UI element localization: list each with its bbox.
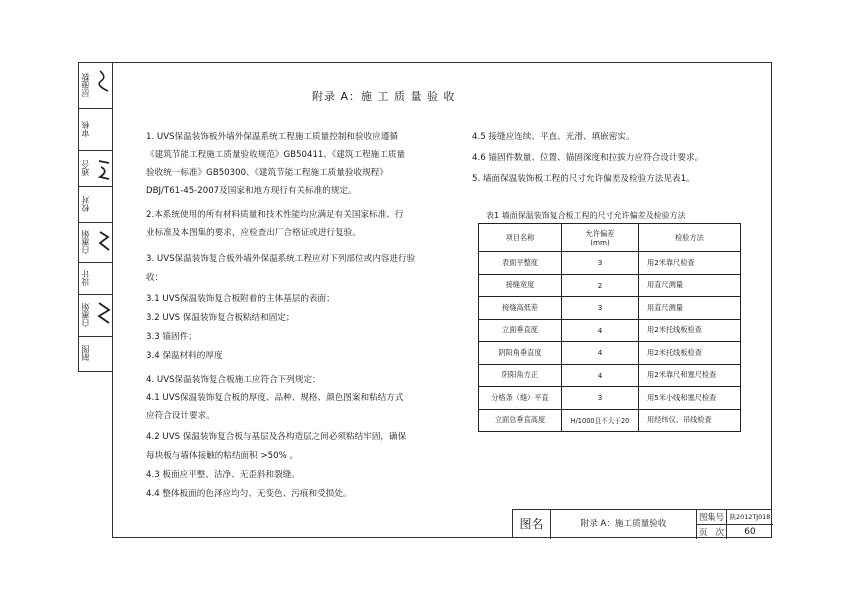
table-row bbox=[479, 387, 741, 410]
table-row bbox=[479, 274, 741, 297]
sidebar-label: 通合 bbox=[81, 160, 90, 176]
table-row bbox=[479, 297, 741, 320]
table-cell: 用经纬仪、吊线检查 bbox=[639, 409, 741, 432]
title-block-atlas-label: 图集号 bbox=[697, 510, 726, 525]
signature-mark bbox=[97, 229, 111, 253]
title-block-label-column bbox=[697, 510, 727, 539]
table-cell: H/1000且不大于20 bbox=[562, 409, 639, 432]
paragraph-line: 4.2 UVS 保温装饰复合板与基层及各构造层之间必须粘结牢固，确保 bbox=[146, 432, 407, 442]
table-row bbox=[479, 364, 741, 387]
paragraph-line: 应符合设计要求。 bbox=[146, 411, 215, 421]
table-cell: 用2米托线板检查 bbox=[639, 342, 741, 365]
paragraph-line: 1. UVS保温装饰板外墙外保温系统工程施工质量控制和验收应遵循 bbox=[146, 132, 398, 142]
tolerance-table bbox=[478, 223, 741, 432]
table-header-row bbox=[479, 224, 741, 252]
title-block-name-label: 图名 bbox=[513, 510, 551, 539]
table-header: 检验方法 bbox=[639, 224, 741, 252]
table-row bbox=[479, 342, 741, 365]
table-cell: 分格条（缝）平直 bbox=[479, 387, 562, 410]
paragraph-line: 4. UVS保温装饰复合板施工应符合下列规定： bbox=[146, 375, 321, 385]
sidebar-label: 层施数 bbox=[81, 73, 90, 97]
table-cell: 接缝宽度 bbox=[479, 274, 562, 297]
sidebar-cell-8 bbox=[79, 337, 113, 371]
table-cell: 用5米小线和塞尺检查 bbox=[639, 387, 741, 410]
signature-mark bbox=[97, 157, 111, 181]
sidebar-label: 制图 bbox=[81, 345, 90, 361]
paragraph-line: 4.6 锚固件数量、位置、锚固深度和拉拔力应符合设计要求。 bbox=[472, 153, 704, 163]
table-header: 项目名称 bbox=[479, 224, 562, 252]
table-cell: 4 bbox=[562, 364, 639, 387]
paragraph-line: 业标准及本图集的要求，应检查出厂合格证或进行复验。 bbox=[146, 228, 361, 238]
table-row bbox=[479, 252, 741, 275]
paragraph-line: 3.1 UVS保温装饰复合板附着的主体基层的表面； bbox=[146, 294, 335, 304]
paragraph-line: 4.3 板面应平整、洁净、无歪斜和裂缝。 bbox=[146, 470, 300, 480]
sidebar-cell-2 bbox=[79, 109, 113, 151]
paragraph-line: 5. 墙面保温装饰板工程的尺寸允许偏差及检验方法见表1。 bbox=[472, 174, 695, 184]
paragraph-line: 3. UVS保温装饰复合板外墙外保温系统工程应对下列部位或内容进行验 bbox=[146, 254, 416, 264]
sidebar-cell-1 bbox=[79, 63, 113, 109]
sidebar-cell-3 bbox=[79, 151, 113, 187]
table-cell: 2 bbox=[562, 274, 639, 297]
title-block bbox=[512, 509, 772, 538]
title-block-page-label: 页 次 bbox=[698, 527, 725, 537]
table-row bbox=[479, 319, 741, 342]
table-cell: 立面垂直度 bbox=[479, 319, 562, 342]
table-cell: 3 bbox=[562, 252, 639, 275]
table-cell: 用2米靠尺和塞尺检查 bbox=[639, 364, 741, 387]
table-cell: 4 bbox=[562, 319, 639, 342]
table-cell: 阴阳角垂直度 bbox=[479, 342, 562, 365]
title-block-page-value: 60 bbox=[744, 527, 756, 537]
table-cell: 用直尺测量 bbox=[639, 274, 741, 297]
table-cell: 阴阳角方正 bbox=[479, 364, 562, 387]
paragraph-line: 3.3 锚固件； bbox=[146, 332, 197, 342]
table-cell: 立面总垂直高度 bbox=[479, 409, 562, 432]
paragraph-line: 收： bbox=[146, 273, 164, 283]
sidebar-label: 校对 bbox=[81, 196, 90, 212]
sidebar-label: 设计 bbox=[81, 270, 90, 286]
table-header: 允许偏差 (mm) bbox=[562, 224, 639, 252]
table-cell: 用2米靠尺检查 bbox=[639, 252, 741, 275]
paragraph-line: DBJ/T61-45-2007及国家和地方现行有关标准的规定。 bbox=[146, 186, 357, 196]
table-cell: 3 bbox=[562, 387, 639, 410]
paragraph-line: 每块板与墙体接触的粘结面积 >50% 。 bbox=[146, 451, 299, 461]
title-block-atlas-value: 陕2012TJ018 bbox=[727, 510, 773, 525]
title-block-name-value: 附录 A：施工质量验收 bbox=[551, 510, 697, 539]
sidebar-label: 白蕙娟 bbox=[81, 230, 90, 254]
signature-mark bbox=[97, 301, 111, 325]
sidebar-cell-6 bbox=[79, 263, 113, 295]
sidebar-label: 审核 bbox=[81, 121, 90, 137]
paragraph-line: 3.2 UVS 保温装饰复合板粘结和固定； bbox=[146, 313, 295, 323]
paragraph-line: 2.本系统使用的所有材料质量和技术性能均应满足有关国家标准、行 bbox=[146, 210, 404, 220]
table-cell: 用直尺测量 bbox=[639, 297, 741, 320]
table-cell: 表面平整度 bbox=[479, 252, 562, 275]
table-caption: 表1 墙面保温装饰复合板工程的尺寸允许偏差及检验方法 bbox=[486, 211, 686, 220]
table-cell: 3 bbox=[562, 297, 639, 320]
paragraph-line: 《建筑节能工程施工质量验收规范》GB50411、《建筑工程施工质量 bbox=[146, 150, 406, 160]
sidebar-cell-4 bbox=[79, 187, 113, 223]
sidebar-label: 白蕙娟 bbox=[81, 303, 90, 327]
signature-mark bbox=[97, 69, 111, 93]
title-block-value-column bbox=[727, 510, 773, 539]
table-cell: 4 bbox=[562, 342, 639, 365]
page-title: 附录 A：施 工 质 量 验 收 bbox=[312, 90, 456, 103]
sidebar-cell-7 bbox=[79, 295, 113, 337]
paragraph-line: 4.5 接缝应连续、平直、光滑、填嵌密实。 bbox=[472, 132, 635, 142]
table-cell: 用2米托线板检查 bbox=[639, 319, 741, 342]
paragraph-line: 4.4 整体板面的色泽应均匀、无变色、污痕和受损处。 bbox=[146, 489, 352, 499]
paragraph-line: 3.4 保温材料的厚度 bbox=[146, 351, 223, 361]
table-row bbox=[479, 409, 741, 432]
review-sidebar bbox=[78, 62, 112, 372]
sidebar-cell-5 bbox=[79, 223, 113, 263]
paragraph-line: 4.1 UVS保温装饰复合板的厚度、品种、规格、颜色图案和粘结方式 bbox=[146, 393, 404, 403]
table-cell: 接缝高低差 bbox=[479, 297, 562, 320]
paragraph-line: 验收统一标准》GB50300、《建筑节能工程施工质量验收规程》 bbox=[146, 168, 388, 178]
